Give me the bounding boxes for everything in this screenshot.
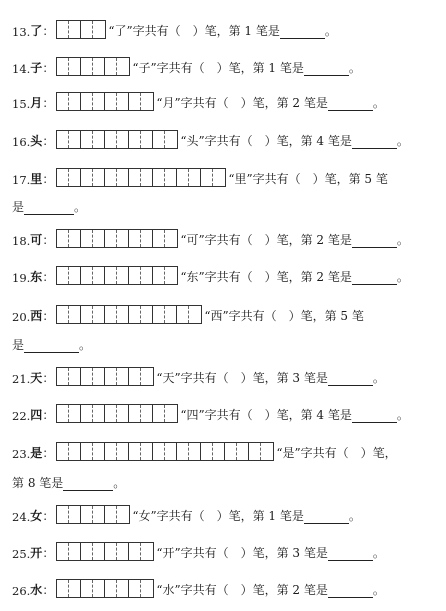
grid-cell[interactable] bbox=[177, 443, 189, 460]
question-character: 开 bbox=[30, 546, 43, 560]
grid-cell[interactable] bbox=[57, 405, 69, 422]
period: 。 bbox=[348, 509, 361, 523]
question-character: 西 bbox=[30, 309, 43, 323]
question-text: “里”字共有（ ）笔，第 5 笔 bbox=[228, 172, 388, 186]
question-character: 女 bbox=[30, 509, 43, 523]
question-text: “月”字共有（ ）笔，第 2 笔是 bbox=[156, 96, 328, 110]
continuation-text: 是 bbox=[12, 338, 25, 352]
grid-cell[interactable] bbox=[141, 230, 153, 247]
period: 。 bbox=[396, 233, 409, 247]
answer-blank[interactable] bbox=[63, 478, 113, 491]
question-row bbox=[12, 305, 364, 324]
question-character: 了 bbox=[30, 24, 43, 38]
question-number: 17. bbox=[12, 173, 31, 187]
grid-cell[interactable] bbox=[57, 368, 69, 385]
writing-grid[interactable] bbox=[56, 442, 274, 461]
answer-blank[interactable] bbox=[328, 373, 373, 386]
grid-cell[interactable] bbox=[201, 443, 213, 460]
question-row bbox=[12, 442, 397, 461]
grid-cell[interactable] bbox=[165, 169, 177, 186]
question-character: 东 bbox=[30, 270, 43, 284]
answer-blank[interactable] bbox=[352, 235, 397, 248]
grid-cell[interactable] bbox=[129, 580, 141, 597]
question-row bbox=[12, 505, 361, 524]
writing-grid[interactable] bbox=[56, 305, 202, 324]
grid-cell[interactable] bbox=[57, 131, 69, 148]
continuation-text: 是 bbox=[12, 200, 25, 214]
question-text: “可”字共有（ ）笔，第 2 笔是 bbox=[180, 233, 352, 247]
grid-cell[interactable] bbox=[69, 580, 81, 597]
period: 。 bbox=[396, 408, 409, 422]
grid-cell[interactable] bbox=[105, 368, 117, 385]
period: 。 bbox=[372, 583, 385, 597]
grid-cell[interactable] bbox=[69, 169, 81, 186]
grid-cell[interactable] bbox=[129, 543, 141, 560]
grid-cell[interactable] bbox=[93, 169, 105, 186]
answer-blank[interactable] bbox=[328, 548, 373, 561]
question-row bbox=[12, 404, 409, 423]
grid-cell[interactable] bbox=[153, 230, 165, 247]
period: 。 bbox=[372, 546, 385, 560]
grid-cell[interactable] bbox=[153, 131, 165, 148]
grid-cell[interactable] bbox=[129, 131, 141, 148]
grid-cell[interactable] bbox=[117, 543, 129, 560]
grid-cell[interactable] bbox=[81, 93, 93, 110]
grid-cell[interactable] bbox=[93, 306, 105, 323]
colon: ： bbox=[42, 583, 55, 597]
grid-cell[interactable] bbox=[69, 131, 81, 148]
question-character: 头 bbox=[30, 134, 43, 148]
grid-cell[interactable] bbox=[141, 405, 153, 422]
question-character: 子 bbox=[30, 61, 43, 75]
question-character: 水 bbox=[30, 583, 43, 597]
answer-blank[interactable] bbox=[352, 136, 397, 149]
grid-cell[interactable] bbox=[57, 169, 69, 186]
grid-cell[interactable] bbox=[129, 405, 141, 422]
grid-cell[interactable] bbox=[117, 93, 129, 110]
grid-cell[interactable] bbox=[93, 443, 105, 460]
grid-cell[interactable] bbox=[57, 506, 69, 523]
grid-cell[interactable] bbox=[153, 306, 165, 323]
question-text: “四”字共有（ ）笔，第 4 笔是 bbox=[180, 408, 352, 422]
grid-cell[interactable] bbox=[93, 368, 105, 385]
grid-cell[interactable] bbox=[81, 230, 93, 247]
question-continuation bbox=[12, 336, 91, 353]
writing-grid[interactable] bbox=[56, 266, 178, 285]
grid-cell[interactable] bbox=[141, 131, 153, 148]
grid-cell[interactable] bbox=[57, 543, 69, 560]
grid-cell[interactable] bbox=[93, 267, 105, 284]
grid-cell[interactable] bbox=[141, 306, 153, 323]
question-text: “西”字共有（ ）笔，第 5 笔 bbox=[204, 309, 364, 323]
grid-cell[interactable] bbox=[141, 93, 153, 110]
grid-cell[interactable] bbox=[81, 169, 93, 186]
answer-blank[interactable] bbox=[328, 98, 373, 111]
grid-cell[interactable] bbox=[57, 267, 69, 284]
grid-cell[interactable] bbox=[57, 443, 69, 460]
period: 。 bbox=[79, 338, 92, 352]
grid-cell[interactable] bbox=[105, 169, 117, 186]
writing-grid[interactable] bbox=[56, 367, 154, 386]
grid-cell[interactable] bbox=[105, 443, 117, 460]
grid-cell[interactable] bbox=[153, 267, 165, 284]
grid-cell[interactable] bbox=[153, 443, 165, 460]
answer-blank[interactable] bbox=[304, 63, 349, 76]
grid-cell[interactable] bbox=[201, 169, 213, 186]
grid-cell[interactable] bbox=[81, 306, 93, 323]
question-text: “了”字共有（ ）笔，第 1 笔是 bbox=[108, 24, 280, 38]
grid-cell[interactable] bbox=[57, 306, 69, 323]
grid-cell[interactable] bbox=[93, 21, 105, 38]
question-character: 里 bbox=[30, 172, 43, 186]
question-number: 19. bbox=[12, 271, 31, 285]
grid-cell[interactable] bbox=[165, 267, 177, 284]
question-text: “是”字共有（ ）笔， bbox=[276, 446, 397, 460]
grid-cell[interactable] bbox=[93, 58, 105, 75]
grid-cell[interactable] bbox=[237, 443, 249, 460]
question-row bbox=[12, 367, 385, 386]
answer-blank[interactable] bbox=[304, 511, 349, 524]
grid-cell[interactable] bbox=[141, 267, 153, 284]
grid-cell[interactable] bbox=[93, 230, 105, 247]
grid-cell[interactable] bbox=[249, 443, 261, 460]
question-character: 四 bbox=[30, 408, 43, 422]
grid-cell[interactable] bbox=[105, 131, 117, 148]
writing-grid[interactable] bbox=[56, 579, 154, 598]
grid-cell[interactable] bbox=[129, 93, 141, 110]
colon: ： bbox=[42, 96, 55, 110]
grid-cell[interactable] bbox=[69, 58, 81, 75]
question-row bbox=[12, 168, 388, 187]
grid-cell[interactable] bbox=[141, 543, 153, 560]
writing-grid[interactable] bbox=[56, 130, 178, 149]
grid-cell[interactable] bbox=[177, 169, 189, 186]
grid-cell[interactable] bbox=[93, 580, 105, 597]
grid-cell[interactable] bbox=[117, 58, 129, 75]
grid-cell[interactable] bbox=[57, 580, 69, 597]
question-text: “东”字共有（ ）笔，第 2 笔是 bbox=[180, 270, 352, 284]
grid-cell[interactable] bbox=[117, 405, 129, 422]
grid-cell[interactable] bbox=[165, 230, 177, 247]
answer-blank[interactable] bbox=[24, 202, 74, 215]
grid-cell[interactable] bbox=[69, 230, 81, 247]
grid-cell[interactable] bbox=[69, 443, 81, 460]
answer-blank[interactable] bbox=[352, 272, 397, 285]
question-number: 15. bbox=[12, 97, 31, 111]
grid-cell[interactable] bbox=[141, 580, 153, 597]
grid-cell[interactable] bbox=[57, 58, 69, 75]
question-text: “开”字共有（ ）笔，第 3 笔是 bbox=[156, 546, 328, 560]
grid-cell[interactable] bbox=[213, 169, 225, 186]
colon: ： bbox=[42, 134, 55, 148]
grid-cell[interactable] bbox=[117, 131, 129, 148]
question-row bbox=[12, 20, 337, 39]
grid-cell[interactable] bbox=[105, 405, 117, 422]
grid-cell[interactable] bbox=[117, 169, 129, 186]
grid-cell[interactable] bbox=[81, 405, 93, 422]
grid-cell[interactable] bbox=[93, 131, 105, 148]
colon: ： bbox=[42, 24, 55, 38]
grid-cell[interactable] bbox=[189, 169, 201, 186]
colon: ： bbox=[42, 408, 55, 422]
question-number: 22. bbox=[12, 409, 31, 423]
grid-cell[interactable] bbox=[165, 131, 177, 148]
colon: ： bbox=[42, 270, 55, 284]
question-number: 14. bbox=[12, 62, 31, 76]
grid-cell[interactable] bbox=[141, 443, 153, 460]
grid-cell[interactable] bbox=[57, 230, 69, 247]
question-number: 13. bbox=[12, 25, 31, 39]
grid-cell[interactable] bbox=[105, 580, 117, 597]
question-text: “头”字共有（ ）笔，第 4 笔是 bbox=[180, 134, 352, 148]
grid-cell[interactable] bbox=[105, 230, 117, 247]
question-text: “水”字共有（ ）笔，第 2 笔是 bbox=[156, 583, 328, 597]
grid-cell[interactable] bbox=[117, 506, 129, 523]
question-row bbox=[12, 229, 409, 248]
grid-cell[interactable] bbox=[81, 21, 93, 38]
grid-cell[interactable] bbox=[69, 21, 81, 38]
question-number: 25. bbox=[12, 547, 31, 561]
colon: ： bbox=[42, 546, 55, 560]
grid-cell[interactable] bbox=[81, 368, 93, 385]
writing-grid[interactable] bbox=[56, 404, 178, 423]
grid-cell[interactable] bbox=[69, 93, 81, 110]
question-character: 可 bbox=[30, 233, 43, 247]
question-continuation bbox=[12, 474, 125, 491]
grid-cell[interactable] bbox=[57, 93, 69, 110]
grid-cell[interactable] bbox=[117, 443, 129, 460]
question-character: 是 bbox=[30, 446, 43, 460]
grid-cell[interactable] bbox=[117, 368, 129, 385]
writing-grid[interactable] bbox=[56, 20, 106, 39]
question-text: “女”字共有（ ）笔，第 1 笔是 bbox=[132, 509, 304, 523]
question-row bbox=[12, 130, 409, 149]
period: 。 bbox=[348, 61, 361, 75]
grid-cell[interactable] bbox=[117, 230, 129, 247]
period: 。 bbox=[372, 371, 385, 385]
question-continuation bbox=[12, 198, 86, 215]
grid-cell[interactable] bbox=[69, 543, 81, 560]
grid-cell[interactable] bbox=[129, 230, 141, 247]
question-text: “天”字共有（ ）笔，第 3 笔是 bbox=[156, 371, 328, 385]
colon: ： bbox=[42, 509, 55, 523]
question-number: 24. bbox=[12, 510, 31, 524]
writing-grid[interactable] bbox=[56, 57, 130, 76]
grid-cell[interactable] bbox=[81, 58, 93, 75]
answer-blank[interactable] bbox=[352, 410, 397, 423]
period: 。 bbox=[372, 96, 385, 110]
grid-cell[interactable] bbox=[69, 368, 81, 385]
answer-blank[interactable] bbox=[280, 26, 325, 39]
grid-cell[interactable] bbox=[165, 306, 177, 323]
grid-cell[interactable] bbox=[177, 306, 189, 323]
grid-cell[interactable] bbox=[105, 543, 117, 560]
question-row bbox=[12, 57, 361, 76]
question-character: 天 bbox=[30, 371, 43, 385]
grid-cell[interactable] bbox=[105, 93, 117, 110]
question-row bbox=[12, 266, 409, 285]
grid-cell[interactable] bbox=[105, 306, 117, 323]
colon: ： bbox=[42, 371, 55, 385]
grid-cell[interactable] bbox=[261, 443, 273, 460]
colon: ： bbox=[42, 172, 55, 186]
grid-cell[interactable] bbox=[141, 368, 153, 385]
writing-grid[interactable] bbox=[56, 229, 178, 248]
question-character: 月 bbox=[30, 96, 43, 110]
question-row bbox=[12, 542, 385, 561]
colon: ： bbox=[42, 233, 55, 247]
grid-cell[interactable] bbox=[153, 405, 165, 422]
question-row bbox=[12, 92, 385, 111]
grid-cell[interactable] bbox=[117, 580, 129, 597]
grid-cell[interactable] bbox=[225, 443, 237, 460]
writing-grid[interactable] bbox=[56, 505, 130, 524]
question-row bbox=[12, 579, 385, 598]
grid-cell[interactable] bbox=[81, 543, 93, 560]
grid-cell[interactable] bbox=[105, 58, 117, 75]
grid-cell[interactable] bbox=[93, 506, 105, 523]
colon: ： bbox=[42, 446, 55, 460]
grid-cell[interactable] bbox=[105, 267, 117, 284]
grid-cell[interactable] bbox=[93, 93, 105, 110]
grid-cell[interactable] bbox=[165, 405, 177, 422]
answer-blank[interactable] bbox=[328, 585, 373, 598]
grid-cell[interactable] bbox=[105, 506, 117, 523]
grid-cell[interactable] bbox=[81, 131, 93, 148]
grid-cell[interactable] bbox=[69, 405, 81, 422]
question-number: 26. bbox=[12, 584, 31, 598]
grid-cell[interactable] bbox=[81, 506, 93, 523]
period: 。 bbox=[396, 270, 409, 284]
grid-cell[interactable] bbox=[81, 267, 93, 284]
grid-cell[interactable] bbox=[129, 169, 141, 186]
grid-cell[interactable] bbox=[213, 443, 225, 460]
writing-grid[interactable] bbox=[56, 542, 154, 561]
grid-cell[interactable] bbox=[165, 443, 177, 460]
question-text: “子”字共有（ ）笔，第 1 笔是 bbox=[132, 61, 304, 75]
writing-grid[interactable] bbox=[56, 168, 226, 187]
grid-cell[interactable] bbox=[93, 543, 105, 560]
grid-cell[interactable] bbox=[93, 405, 105, 422]
period: 。 bbox=[324, 24, 337, 38]
grid-cell[interactable] bbox=[69, 306, 81, 323]
grid-cell[interactable] bbox=[69, 506, 81, 523]
question-number: 23. bbox=[12, 447, 31, 461]
grid-cell[interactable] bbox=[129, 267, 141, 284]
grid-cell[interactable] bbox=[57, 21, 69, 38]
grid-cell[interactable] bbox=[81, 443, 93, 460]
question-number: 21. bbox=[12, 372, 31, 386]
question-number: 18. bbox=[12, 234, 31, 248]
grid-cell[interactable] bbox=[117, 306, 129, 323]
grid-cell[interactable] bbox=[117, 267, 129, 284]
period: 。 bbox=[396, 134, 409, 148]
grid-cell[interactable] bbox=[81, 580, 93, 597]
period: 。 bbox=[113, 476, 126, 490]
grid-cell[interactable] bbox=[189, 443, 201, 460]
answer-blank[interactable] bbox=[24, 340, 79, 353]
continuation-text: 第 8 笔是 bbox=[12, 476, 64, 490]
grid-cell[interactable] bbox=[129, 368, 141, 385]
question-number: 16. bbox=[12, 135, 31, 149]
grid-cell[interactable] bbox=[153, 169, 165, 186]
grid-cell[interactable] bbox=[141, 169, 153, 186]
colon: ： bbox=[42, 309, 55, 323]
grid-cell[interactable] bbox=[129, 306, 141, 323]
grid-cell[interactable] bbox=[129, 443, 141, 460]
grid-cell[interactable] bbox=[69, 267, 81, 284]
colon: ： bbox=[42, 61, 55, 75]
grid-cell[interactable] bbox=[189, 306, 201, 323]
writing-grid[interactable] bbox=[56, 92, 154, 111]
question-number: 20. bbox=[12, 310, 31, 324]
period: 。 bbox=[74, 200, 87, 214]
